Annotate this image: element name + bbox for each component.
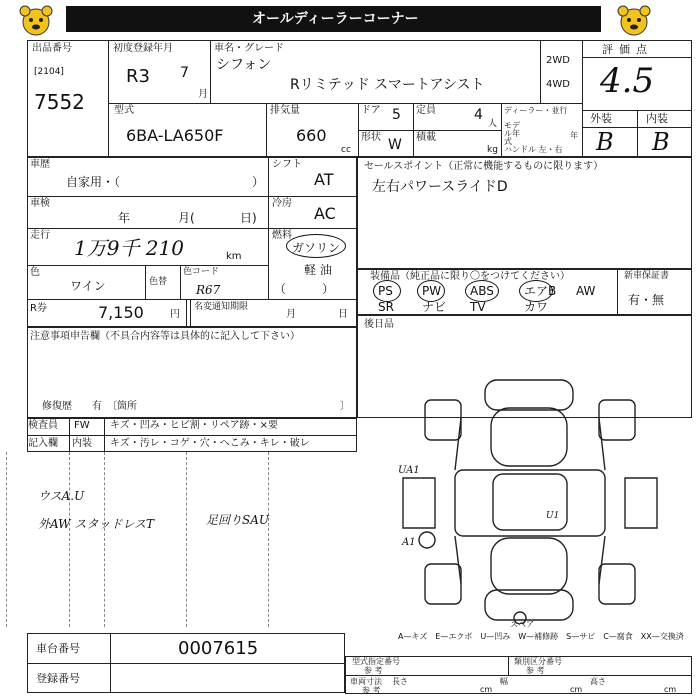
chassis-value: 0007615 xyxy=(178,638,259,659)
equipment-circle xyxy=(417,280,445,302)
deadline-label: 名変通知期限 xyxy=(194,302,249,312)
inspection-month: 月( xyxy=(178,211,195,225)
model-value: 6BA-LA650F xyxy=(126,126,224,145)
registration-label: 登録番号 xyxy=(36,672,80,685)
mileage-unit: km xyxy=(226,251,242,262)
color-change-label: 色替 xyxy=(149,277,168,287)
lot-number: 7552 xyxy=(34,90,85,114)
repair-close: 〕 xyxy=(340,401,350,412)
mileage-label: 走行 xyxy=(30,230,50,241)
footer-cm3: cm xyxy=(664,685,677,694)
first-reg-label: 初度登録年月 xyxy=(113,43,173,54)
model-label: 型式 xyxy=(114,105,134,116)
model-year-label: モデル年式 xyxy=(504,121,520,146)
footer-type-ref: 参 考 xyxy=(364,666,383,675)
lot-label: 出品番号 xyxy=(32,43,72,54)
fuel-label: 燃料 xyxy=(272,230,292,241)
equipment-circle xyxy=(465,280,499,302)
inspection-day: 日) xyxy=(240,211,257,225)
fuel-gasoline-circle xyxy=(286,234,346,258)
equipment-item: PS xyxy=(378,284,393,298)
footer-type-label: 型式指定番号 xyxy=(352,657,400,666)
notes-label: 注意事項申告欄（不具合内容等は具体的に記入して下さい） xyxy=(30,331,300,342)
eval-int: B xyxy=(652,128,670,156)
footer-dims-label: 車両寸法 xyxy=(350,677,382,686)
warranty-value: 有・無 xyxy=(628,293,665,307)
first-reg-month: 7 xyxy=(180,65,189,81)
check-fw-items: キズ・凹み・ヒビ割・リペア跡・×要 xyxy=(110,420,278,431)
rear-label: 後日品 xyxy=(364,319,394,330)
color-code-label: 色コード xyxy=(183,267,220,277)
eval-int-label: 内装 xyxy=(646,112,668,125)
handle-label: ハンドル 左・右 xyxy=(504,145,563,154)
recycle-label: R券 xyxy=(30,303,47,314)
recycle-value: 7,150 xyxy=(98,303,144,322)
color-code: R67 xyxy=(196,283,221,297)
capacity-unit: 人 xyxy=(488,119,498,129)
equipment-label: 装備品（純正品に限り〇をつけてください） xyxy=(370,271,570,282)
logo-left xyxy=(14,3,58,37)
doors-value: 5 xyxy=(392,107,401,123)
logo-right xyxy=(612,3,656,37)
footer-class-label: 類別区分番号 xyxy=(514,657,562,666)
warranty-label: 新車保証書 xyxy=(624,271,670,281)
equipment-circle xyxy=(519,280,553,302)
shape-value: W xyxy=(388,137,402,153)
color-value: ワイン xyxy=(70,279,106,293)
shape-label: 形状 xyxy=(361,132,381,143)
model-year-unit: 年 xyxy=(570,131,578,140)
inspection-year: 年 xyxy=(118,211,131,225)
deadline-month: 月 xyxy=(286,309,296,320)
mark-a1: A1 xyxy=(402,537,416,548)
load-label: 積載 xyxy=(416,132,436,143)
history-label: 車歴 xyxy=(30,159,50,170)
inspection-label: 車検 xyxy=(30,198,50,209)
disp-value: 660 xyxy=(296,126,327,145)
damage-legend: A—キズ E—エクボ U—凹み W—補修跡 S—サビ C—腐食 XX—交換済 xyxy=(398,632,684,641)
equipment-item: AW xyxy=(576,284,596,298)
sales-label: セールスポイント（正常に機能するものに限ります） xyxy=(364,161,604,172)
car-label: 車名・グレード xyxy=(214,43,284,54)
deadline-day: 日 xyxy=(338,309,348,320)
footer-height: 高さ xyxy=(590,677,606,686)
fuel-paren: （ ） xyxy=(274,282,335,296)
color-label: 色 xyxy=(30,267,40,278)
ac-value: AC xyxy=(314,204,336,223)
footer-cm1: cm xyxy=(480,685,493,694)
check-label2: 記入欄 xyxy=(28,438,58,449)
car-diagram xyxy=(395,378,665,624)
check-int: 内装 xyxy=(72,438,92,449)
eval-ext: B xyxy=(596,128,614,156)
repair-label: 修復歴 有 〔箇所 xyxy=(42,401,137,412)
drive-2wd: 2WD xyxy=(546,55,570,66)
check-label1: 検査員 xyxy=(28,420,58,431)
eval-score: 4.5 xyxy=(600,61,655,101)
check-fw: FW xyxy=(74,420,90,431)
load-unit: kg xyxy=(487,145,498,155)
hw-line2: 外AW スタッドレスT xyxy=(38,517,154,531)
footer-dims-ref: 参 考 xyxy=(362,686,381,695)
disp-label: 排気量 xyxy=(270,105,300,116)
equipment-item: カワ xyxy=(524,300,549,314)
equipment-item: エアB xyxy=(524,284,557,298)
chassis-label: 車台番号 xyxy=(36,642,80,655)
fuel-gasoline: ガソリン xyxy=(292,241,341,255)
footer-width: 幅 xyxy=(500,677,508,686)
ac-label: 冷房 xyxy=(272,198,292,209)
lot-code: [2104] xyxy=(34,67,64,77)
first-reg-month-unit: 月 xyxy=(198,89,208,100)
hw-line1: ウスA.U xyxy=(38,489,85,503)
shift-label: シフト xyxy=(272,159,302,170)
check-int-items: キズ・汚レ・コゲ・穴・へこみ・キレ・破レ xyxy=(110,438,310,449)
header-title: オールディーラーコーナー xyxy=(252,11,419,27)
equipment-item: SR xyxy=(378,300,394,314)
fuel-diesel: 軽 油 xyxy=(304,263,332,277)
car-name: シフォン xyxy=(216,57,272,73)
footer-class-ref: 参 考 xyxy=(526,666,545,675)
mark-ua1: UA1 xyxy=(398,465,420,476)
eval-ext-label: 外装 xyxy=(590,112,612,125)
mileage-value: 1万9千 210 xyxy=(74,236,184,260)
first-reg-era: R3 xyxy=(126,66,150,87)
drive-4wd: 4WD xyxy=(546,79,570,90)
recycle-unit: 円 xyxy=(170,309,180,320)
equipment-item: ABS xyxy=(470,284,494,298)
equipment-circle xyxy=(373,280,401,302)
equipment-item: PW xyxy=(422,284,442,298)
sales-value: 左右パワースライドD xyxy=(372,179,508,195)
hw-line3: 足回りSAU xyxy=(206,513,270,527)
capacity-label: 定員 xyxy=(416,105,436,116)
equipment-item: ナビ xyxy=(422,300,447,314)
car-grade: Rリミテッド スマートアシスト xyxy=(290,77,485,93)
history-value: 自家用・（ xyxy=(66,175,121,189)
doors-label: ドア xyxy=(361,105,381,116)
mark-u1: U1 xyxy=(546,511,560,521)
footer-cm2: cm xyxy=(570,685,583,694)
dealer-label: ディーラー・並行 xyxy=(504,106,568,115)
footer-length: 長さ xyxy=(392,677,408,686)
history-close: ） xyxy=(252,175,265,189)
eval-label: 評価点 xyxy=(602,43,653,56)
mark-note: スペア xyxy=(510,620,534,629)
sales-block xyxy=(357,157,692,269)
capacity-value: 4 xyxy=(474,107,483,123)
shift-value: AT xyxy=(314,170,334,189)
disp-unit: cc xyxy=(341,145,351,155)
equipment-item: TV xyxy=(470,300,486,314)
